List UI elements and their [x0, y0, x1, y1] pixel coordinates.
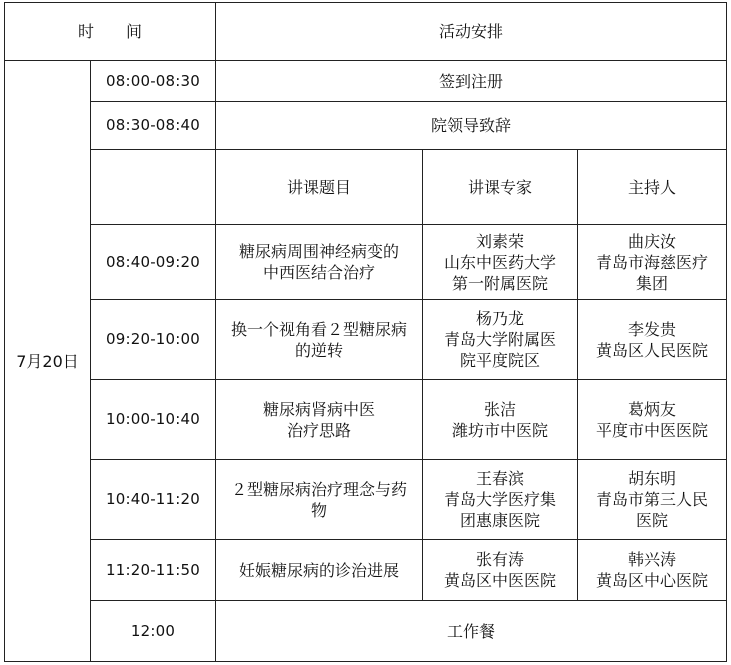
host-name: 曲庆汝 — [628, 231, 677, 251]
host-cell — [578, 225, 727, 300]
time-cell-empty — [91, 150, 216, 225]
time-cell: 08:40-09:20 — [91, 225, 216, 300]
time-cell: 10:40-11:20 — [91, 460, 216, 540]
topic-line: 的逆转 — [295, 340, 344, 360]
time-cell: 08:30-08:40 — [91, 102, 216, 150]
speaker-name: 张有涛 — [476, 550, 525, 569]
topic-line: 糖尿病周围神经病变的 — [239, 242, 400, 261]
host-cell — [578, 300, 727, 380]
schedule-row — [5, 61, 727, 102]
speaker-affiliation: 第一附属医院 — [452, 273, 549, 293]
speaker-name: 杨乃龙 — [476, 309, 525, 328]
session-row — [5, 225, 727, 300]
activity-cell: 工作餐 — [216, 601, 727, 662]
speaker-name: 刘素荣 — [476, 231, 525, 251]
header-row — [5, 3, 727, 61]
host-name: 葛炳友 — [628, 399, 677, 419]
host-name: 韩兴涛 — [628, 550, 677, 569]
host-affiliation: 青岛市海慈医疗 — [596, 252, 709, 272]
time-cell: 10:00-10:40 — [91, 380, 216, 460]
topic-cell — [216, 540, 423, 601]
host-affiliation: 平度市中医医院 — [596, 420, 709, 440]
speaker-affiliation: 团惠康医院 — [460, 511, 541, 530]
header-activity: 活动安排 — [216, 3, 727, 61]
topic-cell — [216, 300, 423, 380]
speaker-cell — [423, 225, 578, 300]
session-row — [5, 300, 727, 380]
session-row — [5, 460, 727, 540]
session-row — [5, 540, 727, 601]
speaker-affiliation: 黄岛区中医医院 — [444, 571, 557, 590]
topic-cell — [216, 225, 423, 300]
topic-line: 物 — [311, 500, 328, 520]
session-row — [5, 380, 727, 460]
speaker-affiliation: 青岛大学医疗集 — [444, 490, 557, 509]
schedule-row — [5, 102, 727, 150]
time-cell: 09:20-10:00 — [91, 300, 216, 380]
host-affiliation: 医院 — [636, 511, 669, 530]
topic-cell — [216, 380, 423, 460]
topic-line: 糖尿病肾病中医 — [263, 399, 376, 419]
host-cell — [578, 460, 727, 540]
topic-line: 妊娠糖尿病的诊治进展 — [239, 560, 400, 580]
speaker-cell — [423, 460, 578, 540]
host-name: 胡东明 — [628, 469, 677, 488]
speaker-name: 张洁 — [484, 399, 517, 419]
topic-line: 中西医结合治疗 — [263, 263, 376, 282]
column-header-host: 主持人 — [578, 150, 727, 225]
speaker-cell — [423, 300, 578, 380]
speaker-affiliation: 青岛大学附属医 — [444, 330, 557, 349]
header-time: 时 间 — [5, 3, 216, 61]
host-affiliation: 黄岛区中心医院 — [596, 571, 709, 590]
host-affiliation: 青岛市第三人民 — [596, 490, 709, 509]
topic-cell — [216, 460, 423, 540]
host-affiliation: 黄岛区人民医院 — [596, 340, 709, 360]
topic-line: 换一个视角看２型糖尿病 — [231, 319, 408, 339]
speaker-cell — [423, 380, 578, 460]
speaker-name: 王春滨 — [476, 469, 525, 488]
speaker-cell — [423, 540, 578, 601]
host-cell — [578, 540, 727, 601]
host-cell — [578, 380, 727, 460]
speaker-affiliation: 潍坊市中医院 — [452, 420, 549, 440]
schedule-row — [5, 601, 727, 662]
speaker-affiliation: 院平度院区 — [460, 351, 541, 370]
topic-line: 治疗思路 — [287, 420, 352, 440]
time-cell: 11:20-11:50 — [91, 540, 216, 601]
time-cell: 12:00 — [91, 601, 216, 662]
time-cell: 08:00-08:30 — [91, 61, 216, 102]
host-name: 李发贵 — [628, 319, 677, 339]
topic-line: ２型糖尿病治疗理念与药 — [231, 479, 408, 499]
host-affiliation: 集团 — [636, 273, 669, 293]
column-header-topic: 讲课题目 — [216, 150, 423, 225]
schedule-table — [4, 2, 727, 662]
date-cell: 7月20日 — [5, 61, 91, 662]
activity-cell: 院领导致辞 — [216, 102, 727, 150]
activity-cell: 签到注册 — [216, 61, 727, 102]
speaker-affiliation: 山东中医药大学 — [444, 252, 557, 272]
column-header-row — [5, 150, 727, 225]
column-header-speaker: 讲课专家 — [423, 150, 578, 225]
